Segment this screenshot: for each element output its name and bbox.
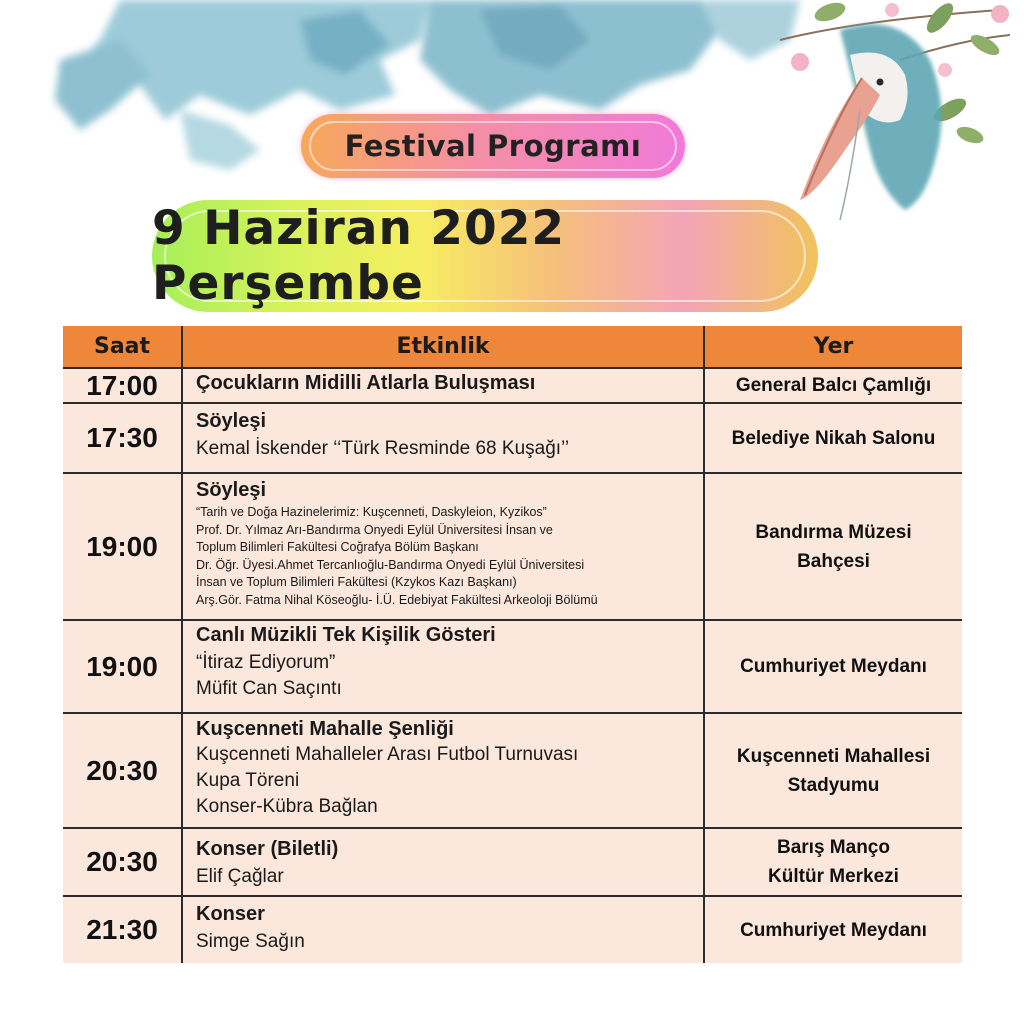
row-time: 20:30 (86, 846, 158, 877)
event-detail: Dr. Öğr. Üyesi.Ahmet Tercanlıoğlu-Bandırma Onyedi Eylül Üniversitesi (196, 557, 585, 572)
event-detail: Kuşcenneti Mahalleler Arası Futbol Turnuvası (196, 744, 579, 765)
event-detail: “İtiraz Ediyorum” (196, 652, 336, 673)
event-place: Stadyumu (787, 774, 880, 796)
event-detail: Arş.Gör. Fatma Nihal Köseoğlu- İ.Ü. Edebiyat Fakültesi Arkeoloji Bölümü (196, 592, 598, 607)
event-place: Cumhuriyet Meydanı (740, 919, 927, 941)
event-title: Konser (196, 903, 265, 925)
row-time: 17:30 (86, 422, 158, 453)
festival-title-banner (301, 114, 685, 178)
event-title: Söyleşi (196, 479, 267, 501)
event-place: Bandırma Müzesi (755, 521, 912, 543)
row-time: 17:00 (86, 369, 158, 401)
row-time: 19:00 (86, 530, 158, 562)
column-header-time: Saat (93, 334, 151, 359)
event-detail: Prof. Dr. Yılmaz Arı-Bandırma Onyedi Eylül Üniversitesi İnsan ve (196, 522, 553, 537)
event-detail: Toplum Bilimleri Fakültesi Coğrafya Bölüm Başkanı (196, 540, 479, 554)
program-table (63, 326, 962, 963)
event-place: Kuşcenneti Mahallesi (736, 745, 931, 767)
event-detail: Konser-Kübra Bağlan (196, 796, 378, 817)
event-title: Kuşcenneti Mahalle Şenliği (196, 718, 454, 740)
event-place: Cumhuriyet Meydanı (740, 656, 927, 677)
event-title: Konser (Biletli) (196, 838, 339, 860)
event-detail: Kupa Töreni (196, 770, 300, 791)
row-time: 21:30 (86, 914, 158, 945)
event-detail: İnsan ve Toplum Bilimleri Fakültesi (Kzykos Kazı Başkanı) (196, 575, 517, 589)
event-detail: Simge Sağın (196, 931, 305, 952)
event-detail: Kemal İskender ‘‘Türk Resminde 68 Kuşağı’’ (196, 438, 570, 459)
event-detail: Müfit Can Saçıntı (196, 678, 342, 699)
column-divider (181, 326, 183, 963)
event-detail: Elif Çağlar (196, 866, 284, 887)
festival-title: Festival Programı (344, 129, 642, 163)
event-date: 9 Haziran 2022 Perşembe (152, 201, 566, 311)
event-place: Barış Manço (777, 837, 890, 858)
event-place: General Balcı Çamlığı (735, 375, 932, 396)
event-detail: “Tarih ve Doğa Hazinelerimiz: Kuşcenneti, Daskyleion, Kyzikos” (196, 505, 547, 519)
event-place: Belediye Nikah Salonu (731, 427, 936, 449)
event-place: Kültür Merkezi (768, 866, 899, 887)
date-banner (152, 200, 818, 312)
table-header (63, 326, 962, 367)
column-header-place: Yer (813, 334, 854, 359)
row-time: 20:30 (86, 754, 158, 786)
pelican-illustration (800, 24, 941, 220)
row-time: 19:00 (86, 650, 158, 682)
column-header-event: Etkinlik (396, 334, 490, 359)
event-title: Söyleşi (196, 410, 267, 432)
event-place: Bahçesi (797, 550, 870, 572)
event-title: Canlı Müzikli Tek Kişilik Gösteri (196, 624, 496, 646)
event-title: Çocukların Midilli Atlarla Buluşması (196, 372, 536, 394)
